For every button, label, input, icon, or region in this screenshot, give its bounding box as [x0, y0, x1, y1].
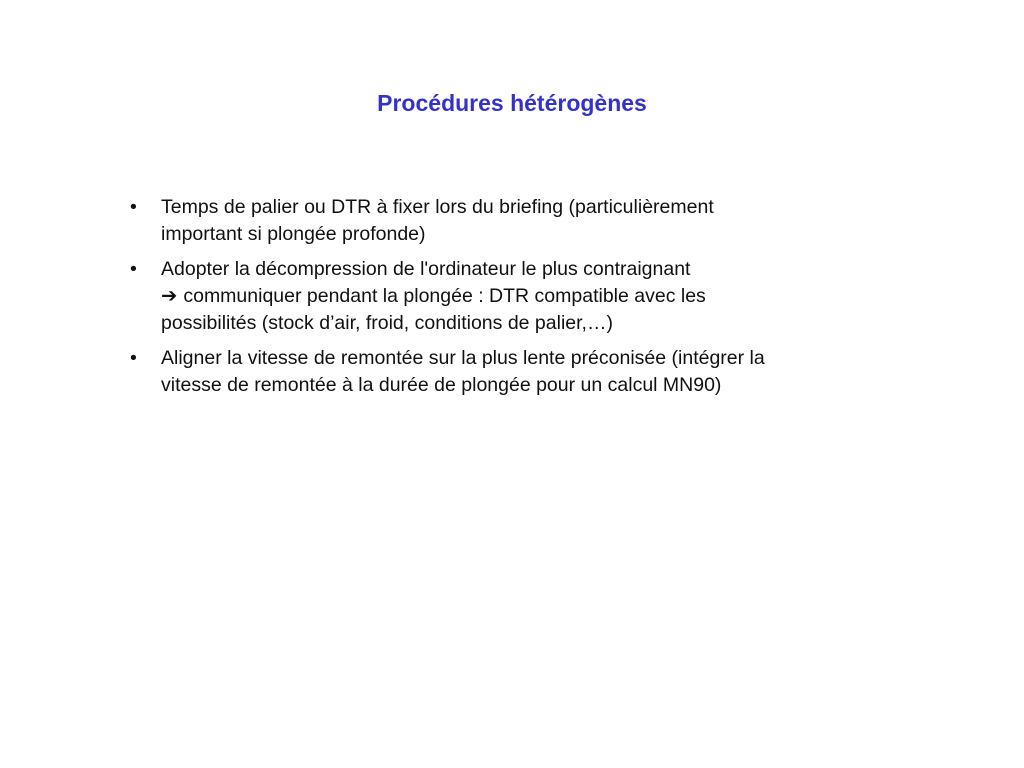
bullet-item	[130, 194, 890, 248]
bullet-text-line: Adopter la décompression de l'ordinateur le plus contraignant	[161, 258, 691, 280]
bullet-icon: •	[130, 196, 137, 218]
slide-title: Procédures hétérogènes	[377, 90, 647, 116]
bullet-text-line: vitesse de remontée à la durée de plongée pour un calcul MN90)	[161, 374, 722, 396]
right-arrow-icon: ➔	[161, 285, 178, 307]
bullet-list	[130, 194, 890, 407]
bullet-text-line: possibilités (stock d’air, froid, conditions de palier,…)	[161, 312, 613, 334]
bullet-item	[130, 345, 890, 399]
bullet-icon: •	[130, 347, 137, 369]
bullet-text-line: Aligner la vitesse de remontée sur la plus lente préconisée (intégrer la	[161, 347, 765, 369]
bullet-text-line: Temps de palier ou DTR à fixer lors du briefing (particulièrement	[161, 196, 714, 218]
bullet-text: communiquer pendant la plongée : DTR compatible avec les	[183, 285, 706, 307]
bullet-item	[130, 256, 890, 337]
bullet-text-line: important si plongée profonde)	[161, 223, 426, 245]
bullet-text-line-with-arrow	[161, 283, 890, 310]
bullet-icon: •	[130, 258, 137, 280]
